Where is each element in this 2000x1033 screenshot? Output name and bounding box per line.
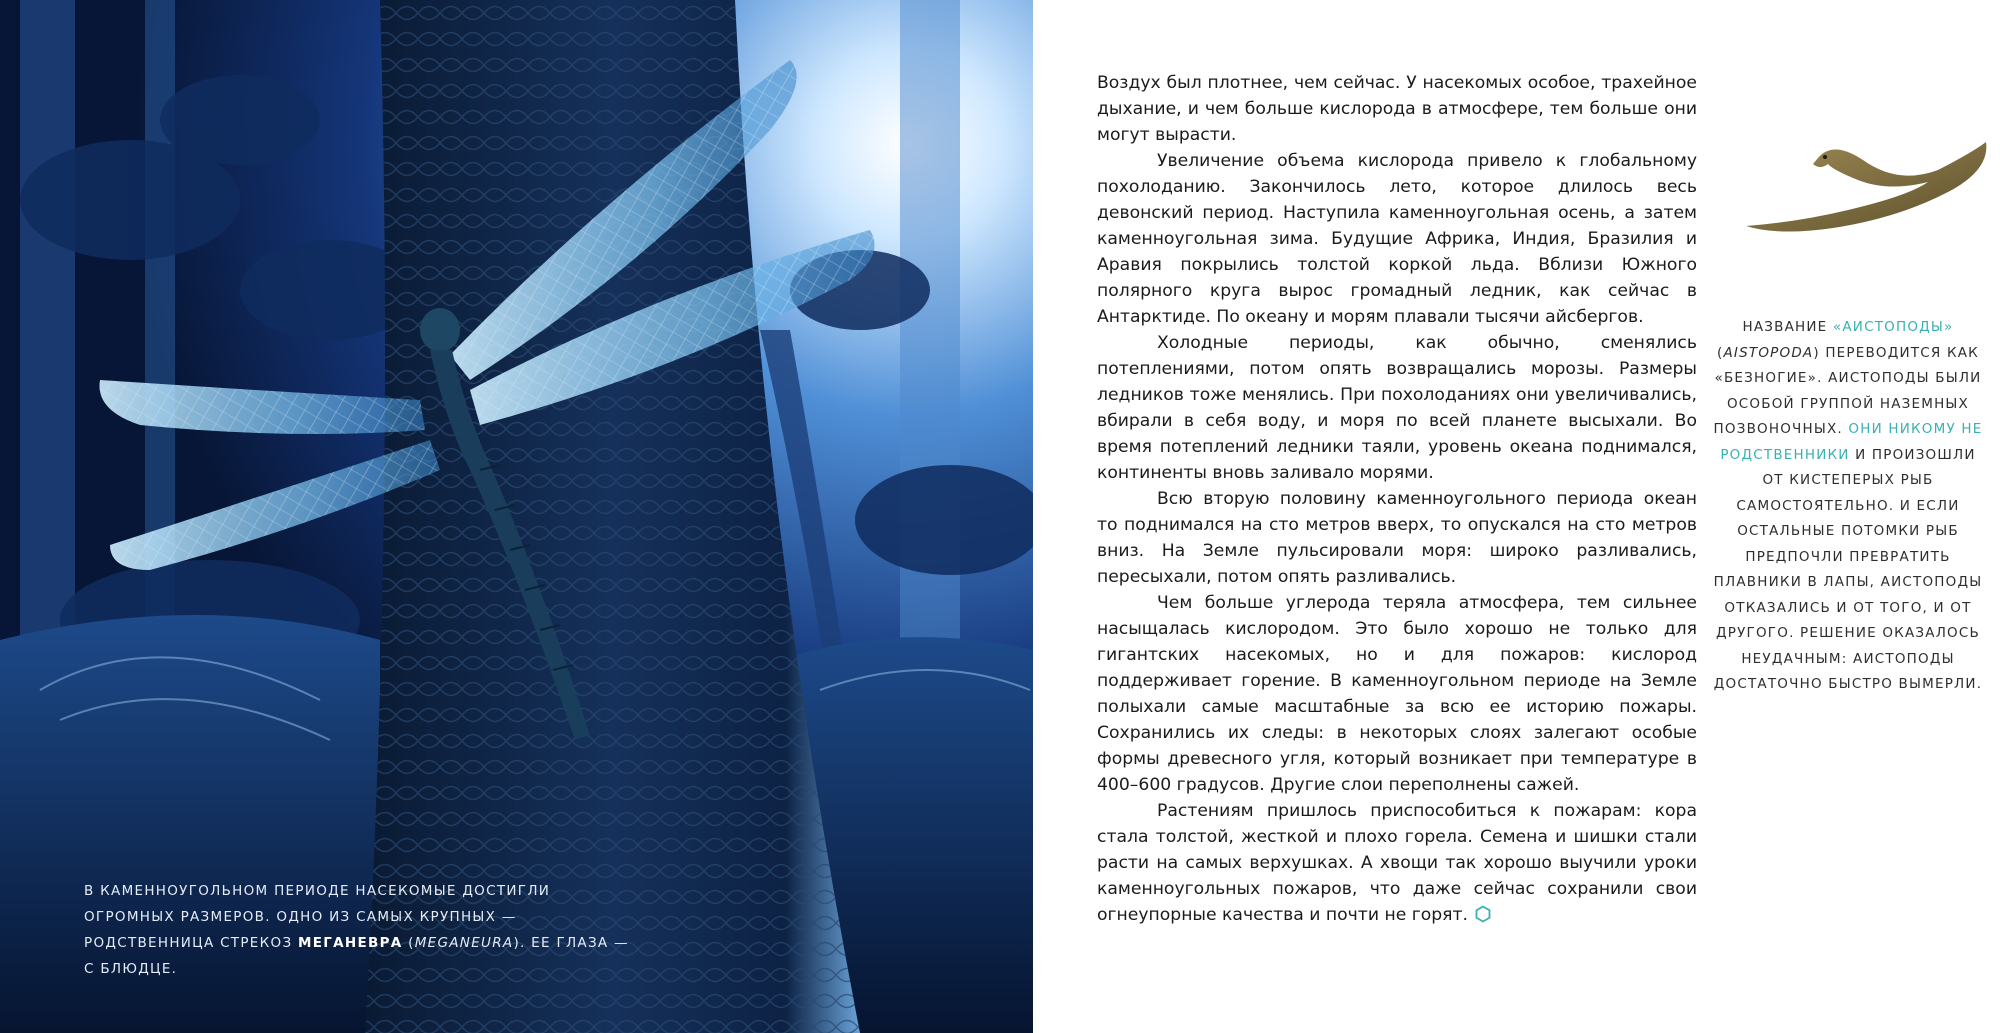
- paragraph: Всю вторую половину каменноугольного периода океан то поднимался на сто метров вверх, то опускался на сто метров вниз. На Земле пульсировали моря: широко разливались, пересыхали, потом опять разливались.: [1097, 489, 1697, 587]
- sidebar-accent-term: «АИСТОПОДЫ»: [1832, 319, 1954, 335]
- sidebar-text: И ПРОИЗОШЛИ ОТ КИСТЕПЕРЫХ РЫБ САМОСТОЯТЕЛЬНО. И ЕСЛИ ОСТАЛЬНЫЕ ПОТОМКИ РЫБ ПРЕДПОЧЛИ ПРЕВРАТИТЬ ПЛАВНИКИ В ЛАПЫ, АИСТОПОДЫ ОТКАЗАЛИСЬ И ОТ ТОГО, И ОТ ДРУГОГО. РЕШЕНИЕ ОКАЗАЛОСЬ НЕУДАЧНЫМ: АИСТОПОДЫ ДОСТАТОЧНО БЫСТРО ВЫМЕРЛИ.: [1713, 446, 1983, 692]
- paragraph-text: Растениям пришлось приспособиться к пожарам: кора стала толстой, жесткой и плохо горела. Семена и шишки стали расти на самых верхушках. А хвощи так хорошо выучили уроки каменноугольных пожаров, что даже сейчас сохранили свои огнеупорные качества и почти не горят.: [1097, 801, 1697, 925]
- sidebar-note: [1713, 315, 1983, 698]
- text-page: [1033, 0, 2000, 1033]
- hexagon-icon: [1474, 905, 1492, 923]
- caption-text-end: ). ЕЕ ГЛАЗА — С БЛЮДЦЕ.: [84, 935, 629, 977]
- sidebar-text: НАЗВАНИЕ: [1742, 319, 1833, 335]
- sidebar-text: ) ПЕРЕВОДИТСЯ КАК «БЕЗНОГИЕ». АИСТОПОДЫ БЫЛИ ОСОБОЙ ГРУППОЙ НАЗЕМНЫХ ПОЗВОНОЧНЫХ.: [1713, 344, 1982, 437]
- sidebar-accent-phrase: ОНИ НИКОМУ НЕ РОДСТВЕННИКИ: [1720, 421, 1983, 463]
- sidebar-latin-name: AISTOPODA: [1723, 344, 1814, 361]
- sidebar-text: (: [1717, 344, 1724, 361]
- caption-text: В КАМЕННОУГОЛЬНОМ ПЕРИОДЕ НАСЕКОМЫЕ ДОСТИГЛИ ОГРОМНЫХ РАЗМЕРОВ. ОДНО ИЗ САМЫХ КРУПНЫХ — РОДСТВЕННИЦА СТРЕКОЗ: [84, 883, 551, 951]
- paragraph-last: [1097, 798, 1697, 928]
- caption-species-name: МЕГАНЕВРА: [298, 935, 403, 951]
- caption-paren: (: [402, 935, 415, 951]
- paragraph: Увеличение объема кислорода привело к глобальному похолоданию. Закончилось лето, которое длилось весь девонский период. Наступила каменноугольная осень, а затем каменноугольная зима. Будущие Африка, Индия, Бразилия и Аравия покрылись толстой коркой льда. Вблизи Южного полярного круга вырос громадный ледник, как сейчас в Антарктиде. По океану и морям плавали тысячи айсбергов.: [1097, 151, 1697, 327]
- paragraph: Чем больше углерода теряла атмосфера, тем сильнее насыщалась кислородом. Это было хорошо не только для гигантских насекомых, но и для пожаров: кислород поддерживает горение. В каменноугольном периоде на Земле полыхали самые масштабные за всю ее историю пожары. Сохранились их следы: в некоторых слоях залегают особые формы древесного угля, который возникает при температуре в 400–600 градусов. Другие слои переполнены сажей.: [1097, 593, 1697, 795]
- paragraph: Холодные периоды, как обычно, сменялись потеплениями, потом опять возвращались морозы. Размеры ледников тоже менялись. При похолоданиях они увеличивались, вбирали в себя воду, и моря по всей планете высыхали. Во время потеплений ледники таяли, уровень океана поднимался, континенты вновь заливало морями.: [1097, 333, 1697, 483]
- caption-latin-name: MEGANEURA: [414, 935, 514, 951]
- aistopod-illustration: [1738, 130, 1993, 250]
- illustration-caption: [84, 878, 644, 982]
- main-text: [1097, 70, 1697, 928]
- paragraph: Воздух был плотнее, чем сейчас. У насекомых особое, трахейное дыхание, и чем больше кислорода в атмосфере, тем больше они могут вырасти.: [1097, 73, 1697, 145]
